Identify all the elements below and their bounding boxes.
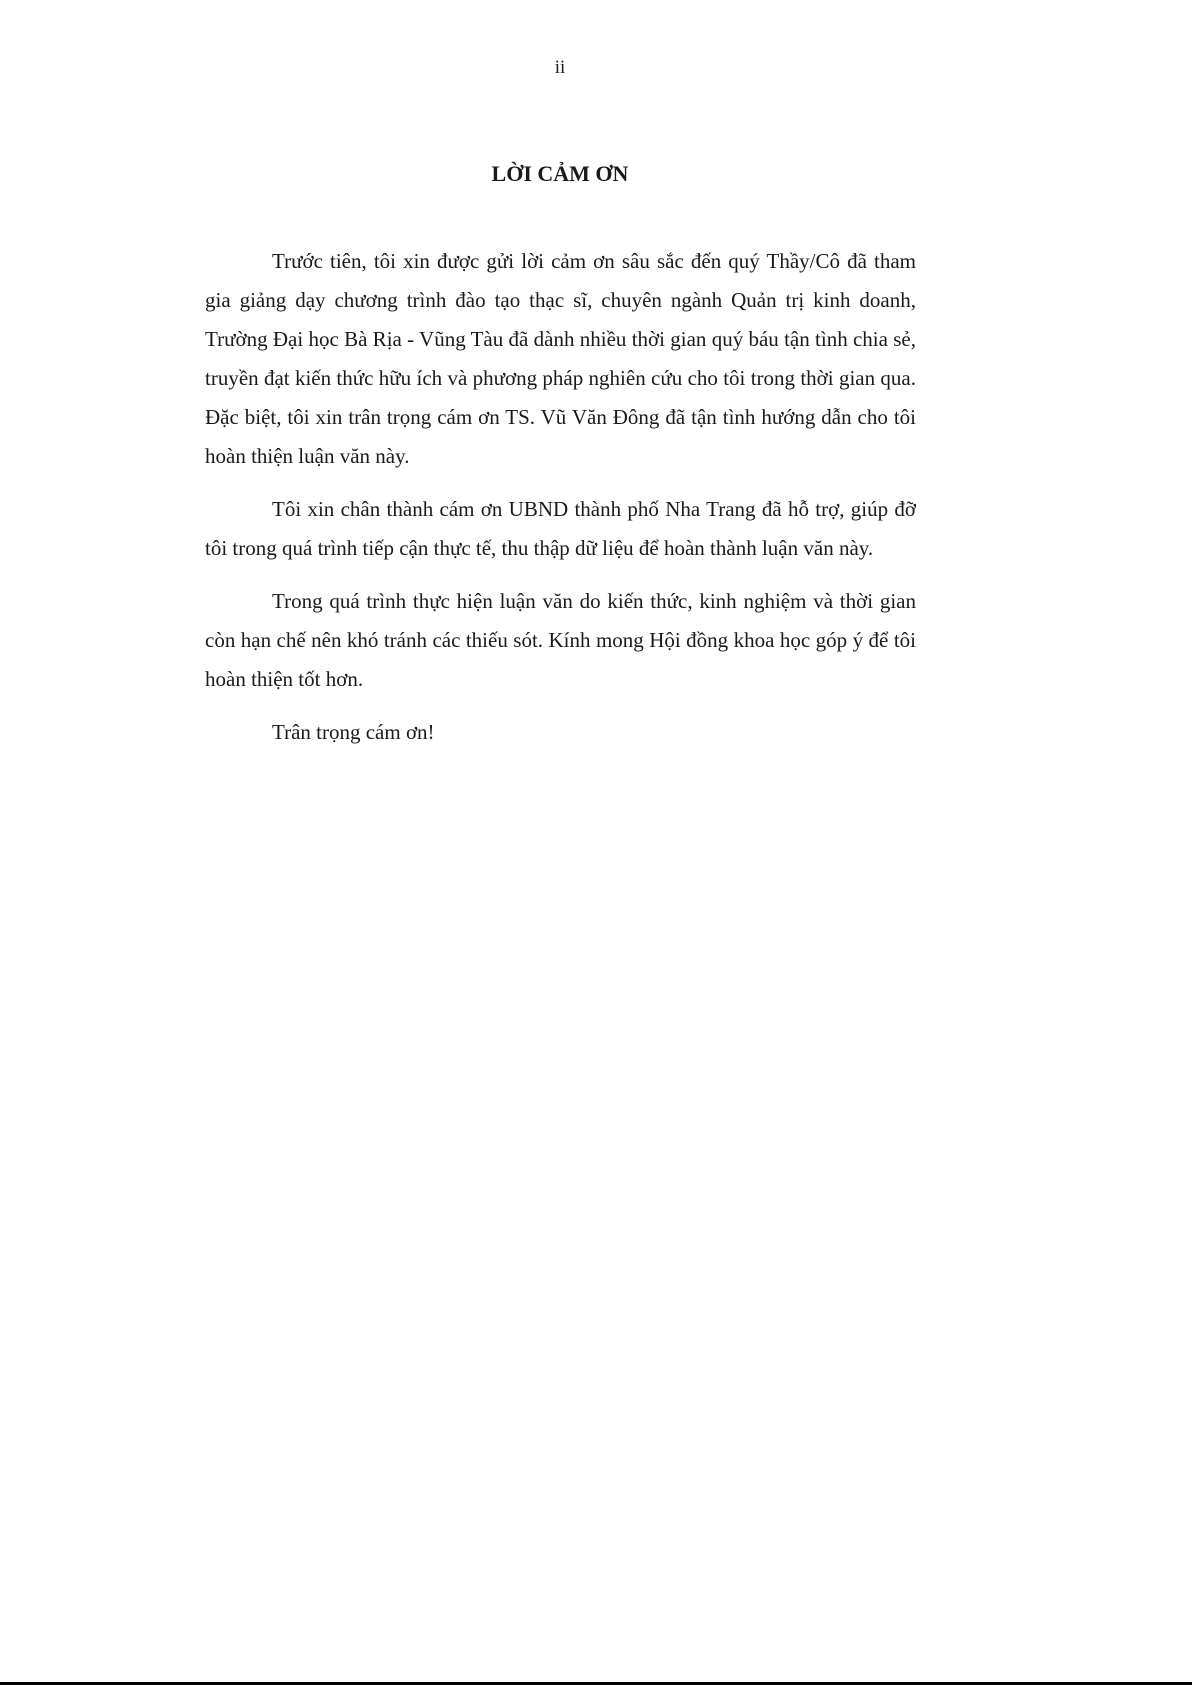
paragraph-request-feedback: Trong quá trình thực hiện luận văn do kiến thức, kinh nghiệm và thời gian còn hạn chế nên khó tránh các thiếu sót. Kính mong Hội đồng khoa học góp ý để tôi hoàn thiện tốt hơn. (205, 589, 916, 691)
closing-line: Trân trọng cám ơn! (272, 720, 435, 744)
document-body (205, 242, 916, 766)
paragraph-thanks-city: Tôi xin chân thành cám ơn UBND thành phố Nha Trang đã hỗ trợ, giúp đỡ tôi trong quá trình tiếp cận thực tế, thu thập dữ liệu để hoàn thành luận văn này. (205, 497, 916, 560)
page-number: ii (554, 57, 566, 78)
paragraph-thanks-teachers: Trước tiên, tôi xin được gửi lời cảm ơn sâu sắc đến quý Thầy/Cô đã tham gia giảng dạy chương trình đào tạo thạc sĩ, chuyên ngành Quản trị kinh doanh, Trường Đại học Bà Rịa - Vũng Tàu đã dành nhiều thời gian quý báu tận tình chia sẻ, truyền đạt kiến thức hữu ích và phương pháp nghiên cứu cho tôi trong thời gian qua. Đặc biệt, tôi xin trân trọng cám ơn TS. Vũ Văn Đông đã tận tình hướng dẫn cho tôi hoàn thiện luận văn này. (205, 249, 916, 468)
page-title: LỜI CẢM ƠN (491, 161, 629, 186)
